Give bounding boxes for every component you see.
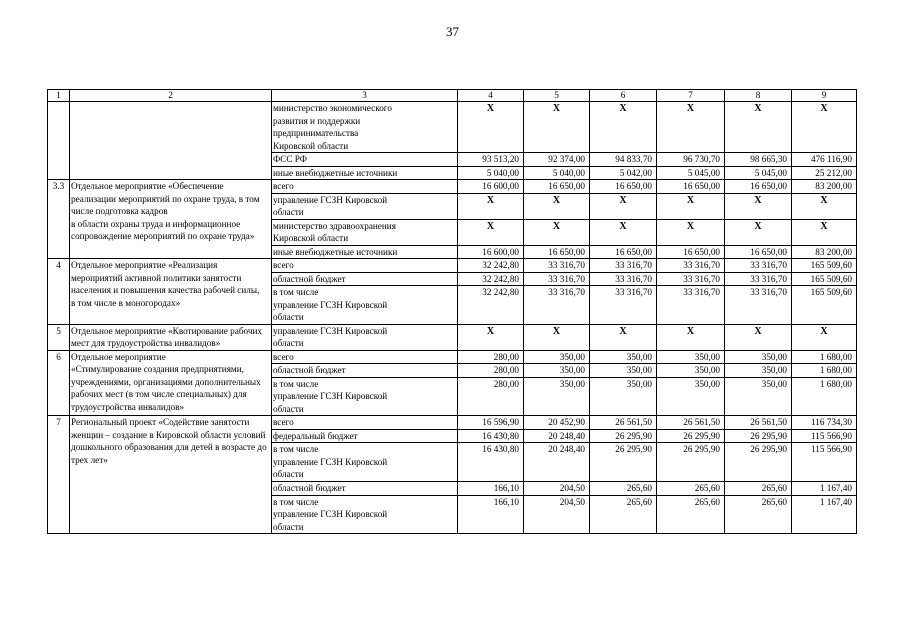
table-row [48, 324, 857, 350]
amount-cell: 204,50 [524, 481, 590, 495]
amount-cell: 26 295,90 [725, 443, 792, 482]
amount-cell: 16 650,00 [725, 180, 792, 194]
header-cell: 6 [590, 90, 657, 102]
amount-cell: 16 650,00 [590, 245, 657, 259]
amount-cell: 5 045,00 [725, 166, 792, 180]
amount-cell: 26 561,50 [657, 416, 725, 430]
amount-cell: 96 730,70 [657, 153, 725, 167]
funding-source: иные внебюджетные источники [272, 245, 458, 259]
amount-cell: 1 167,40 [792, 481, 857, 495]
amount-cell: 476 116,90 [792, 153, 857, 167]
not-applicable-mark: X [657, 324, 725, 350]
not-applicable-mark: X [725, 193, 792, 219]
amount-cell: 5 040,00 [458, 166, 524, 180]
amount-cell: 350,00 [524, 377, 590, 416]
table-row [48, 350, 857, 364]
funding-source: всего [272, 180, 458, 194]
amount-cell: 350,00 [657, 364, 725, 378]
event-name: Отдельное мероприятие «Обеспечение реализации мероприятий по охране труда, в том числе подготовка кадров в области охраны труда и информационное сопровождение мероприятий по охране труда» [70, 180, 272, 259]
amount-cell: 25 212,00 [792, 166, 857, 180]
amount-cell: 204,50 [524, 495, 590, 534]
funding-source: управление ГСЗН Кировской области [272, 193, 458, 219]
amount-cell: 33 316,70 [725, 259, 792, 273]
amount-cell: 16 650,00 [524, 245, 590, 259]
amount-cell: 280,00 [458, 364, 524, 378]
amount-cell: 92 374,00 [524, 153, 590, 167]
amount-cell: 265,60 [590, 495, 657, 534]
amount-cell: 83 200,00 [792, 180, 857, 194]
amount-cell: 26 561,50 [590, 416, 657, 430]
amount-cell: 265,60 [725, 495, 792, 534]
amount-cell: 166,10 [458, 481, 524, 495]
amount-cell: 350,00 [657, 377, 725, 416]
funding-source: в том числе управление ГСЗН Кировской области [272, 377, 458, 416]
funding-source: всего [272, 350, 458, 364]
not-applicable-mark: X [725, 324, 792, 350]
amount-cell: 33 316,70 [725, 272, 792, 286]
amount-cell: 98 665,30 [725, 153, 792, 167]
funding-source: областной бюджет [272, 481, 458, 495]
amount-cell: 280,00 [458, 350, 524, 364]
amount-cell: 1 680,00 [792, 364, 857, 378]
not-applicable-mark: X [524, 219, 590, 245]
not-applicable-mark: X [657, 193, 725, 219]
funding-source: всего [272, 416, 458, 430]
amount-cell: 16 650,00 [657, 245, 725, 259]
funding-source: министерство здравоохранения Кировской области [272, 219, 458, 245]
not-applicable-mark: X [725, 219, 792, 245]
amount-cell: 350,00 [725, 350, 792, 364]
not-applicable-mark: X [458, 193, 524, 219]
amount-cell: 26 295,90 [590, 443, 657, 482]
amount-cell: 26 561,50 [725, 416, 792, 430]
event-name: Отдельное мероприятие «Реализация мероприятий активной политики занятости населения и повышения качества рабочей силы, в том числе в моногородах» [70, 259, 272, 325]
amount-cell: 1 167,40 [792, 495, 857, 534]
amount-cell: 26 295,90 [657, 429, 725, 443]
funding-source: в том числе управление ГСЗН Кировской области [272, 495, 458, 534]
header-cell: 3 [272, 90, 458, 102]
not-applicable-mark: X [458, 324, 524, 350]
amount-cell: 26 295,90 [725, 429, 792, 443]
event-name [70, 102, 272, 180]
row-number [48, 102, 70, 180]
amount-cell: 20 452,90 [524, 416, 590, 430]
amount-cell: 33 316,70 [590, 259, 657, 273]
header-cell: 9 [792, 90, 857, 102]
amount-cell: 16 430,80 [458, 429, 524, 443]
funding-source: управление ГСЗН Кировской области [272, 324, 458, 350]
not-applicable-mark: X [524, 324, 590, 350]
amount-cell: 33 316,70 [657, 272, 725, 286]
amount-cell: 16 430,80 [458, 443, 524, 482]
amount-cell: 350,00 [590, 350, 657, 364]
amount-cell: 280,00 [458, 377, 524, 416]
amount-cell: 33 316,70 [524, 259, 590, 273]
header-cell: 2 [70, 90, 272, 102]
table-row [48, 259, 857, 273]
funding-source: в том числе управление ГСЗН Кировской области [272, 286, 458, 325]
header-cell: 1 [48, 90, 70, 102]
amount-cell: 33 316,70 [657, 259, 725, 273]
amount-cell: 5 042,00 [590, 166, 657, 180]
amount-cell: 26 295,90 [590, 429, 657, 443]
amount-cell: 265,60 [590, 481, 657, 495]
amount-cell: 32 242,80 [458, 259, 524, 273]
amount-cell: 1 680,00 [792, 377, 857, 416]
event-name: Отдельное мероприятие «Стимулирование создания предприятиями, учреждениями, организациями дополнительных рабочих мест (в том числе специальных) для трудоустройства инвалидов» [70, 350, 272, 416]
amount-cell: 93 513,20 [458, 153, 524, 167]
amount-cell: 16 650,00 [725, 245, 792, 259]
not-applicable-mark: X [725, 102, 792, 153]
amount-cell: 350,00 [657, 350, 725, 364]
funding-source: министерство экономического развития и поддержки предпринимательства Кировской области [272, 102, 458, 153]
funding-source: федеральный бюджет [272, 429, 458, 443]
amount-cell: 350,00 [524, 350, 590, 364]
table-row [48, 180, 857, 194]
funding-source: областной бюджет [272, 272, 458, 286]
amount-cell: 116 734,30 [792, 416, 857, 430]
amount-cell: 26 295,90 [657, 443, 725, 482]
not-applicable-mark: X [657, 219, 725, 245]
funding-source: областной бюджет [272, 364, 458, 378]
amount-cell: 94 833,70 [590, 153, 657, 167]
table-row [48, 102, 857, 153]
amount-cell: 166,10 [458, 495, 524, 534]
amount-cell: 350,00 [725, 364, 792, 378]
amount-cell: 265,60 [657, 481, 725, 495]
header-cell: 4 [458, 90, 524, 102]
amount-cell: 20 248,40 [524, 443, 590, 482]
amount-cell: 16 650,00 [524, 180, 590, 194]
not-applicable-mark: X [524, 102, 590, 153]
not-applicable-mark: X [458, 219, 524, 245]
amount-cell: 115 566,90 [792, 443, 857, 482]
header-row [48, 90, 857, 102]
not-applicable-mark: X [590, 102, 657, 153]
amount-cell: 33 316,70 [590, 286, 657, 325]
amount-cell: 20 248,40 [524, 429, 590, 443]
header-cell: 8 [725, 90, 792, 102]
funding-source: иные внебюджетные источники [272, 166, 458, 180]
amount-cell: 350,00 [725, 377, 792, 416]
amount-cell: 33 316,70 [524, 272, 590, 286]
row-number: 4 [48, 259, 70, 325]
amount-cell: 115 566,90 [792, 429, 857, 443]
not-applicable-mark: X [792, 324, 857, 350]
not-applicable-mark: X [590, 324, 657, 350]
header-cell: 5 [524, 90, 590, 102]
amount-cell: 350,00 [590, 377, 657, 416]
amount-cell: 33 316,70 [725, 286, 792, 325]
amount-cell: 16 600,00 [458, 180, 524, 194]
amount-cell: 32 242,80 [458, 272, 524, 286]
row-number: 5 [48, 324, 70, 350]
amount-cell: 32 242,80 [458, 286, 524, 325]
amount-cell: 33 316,70 [590, 272, 657, 286]
not-applicable-mark: X [792, 219, 857, 245]
header-cell: 7 [657, 90, 725, 102]
row-number: 3.3 [48, 180, 70, 259]
amount-cell: 1 680,00 [792, 350, 857, 364]
amount-cell: 5 040,00 [524, 166, 590, 180]
row-number: 6 [48, 350, 70, 416]
not-applicable-mark: X [792, 102, 857, 153]
budget-table [47, 89, 857, 534]
not-applicable-mark: X [590, 193, 657, 219]
amount-cell: 16 600,00 [458, 245, 524, 259]
table-body [48, 90, 857, 534]
amount-cell: 265,60 [657, 495, 725, 534]
event-name: Региональный проект «Содействие занятости женщин – создание в Кировской области условий дошкольного образования для детей в возрасте до трех лет» [70, 416, 272, 534]
amount-cell: 350,00 [590, 364, 657, 378]
page-number: 37 [446, 24, 459, 39]
not-applicable-mark: X [524, 193, 590, 219]
funding-source: ФСС РФ [272, 153, 458, 167]
event-name: Отдельное мероприятие «Квотирование рабочих мест для трудоустройства инвалидов» [70, 324, 272, 350]
not-applicable-mark: X [590, 219, 657, 245]
amount-cell: 33 316,70 [524, 286, 590, 325]
funding-source: в том числе управление ГСЗН Кировской области [272, 443, 458, 482]
not-applicable-mark: X [458, 102, 524, 153]
amount-cell: 83 200,00 [792, 245, 857, 259]
amount-cell: 165 509,60 [792, 286, 857, 325]
amount-cell: 165 509,60 [792, 272, 857, 286]
amount-cell: 265,60 [725, 481, 792, 495]
amount-cell: 350,00 [524, 364, 590, 378]
amount-cell: 16 650,00 [657, 180, 725, 194]
table-row [48, 416, 857, 430]
amount-cell: 165 509,60 [792, 259, 857, 273]
not-applicable-mark: X [657, 102, 725, 153]
not-applicable-mark: X [792, 193, 857, 219]
amount-cell: 33 316,70 [657, 286, 725, 325]
row-number: 7 [48, 416, 70, 534]
amount-cell: 5 045,00 [657, 166, 725, 180]
amount-cell: 16 596,90 [458, 416, 524, 430]
amount-cell: 16 650,00 [590, 180, 657, 194]
funding-source: всего [272, 259, 458, 273]
